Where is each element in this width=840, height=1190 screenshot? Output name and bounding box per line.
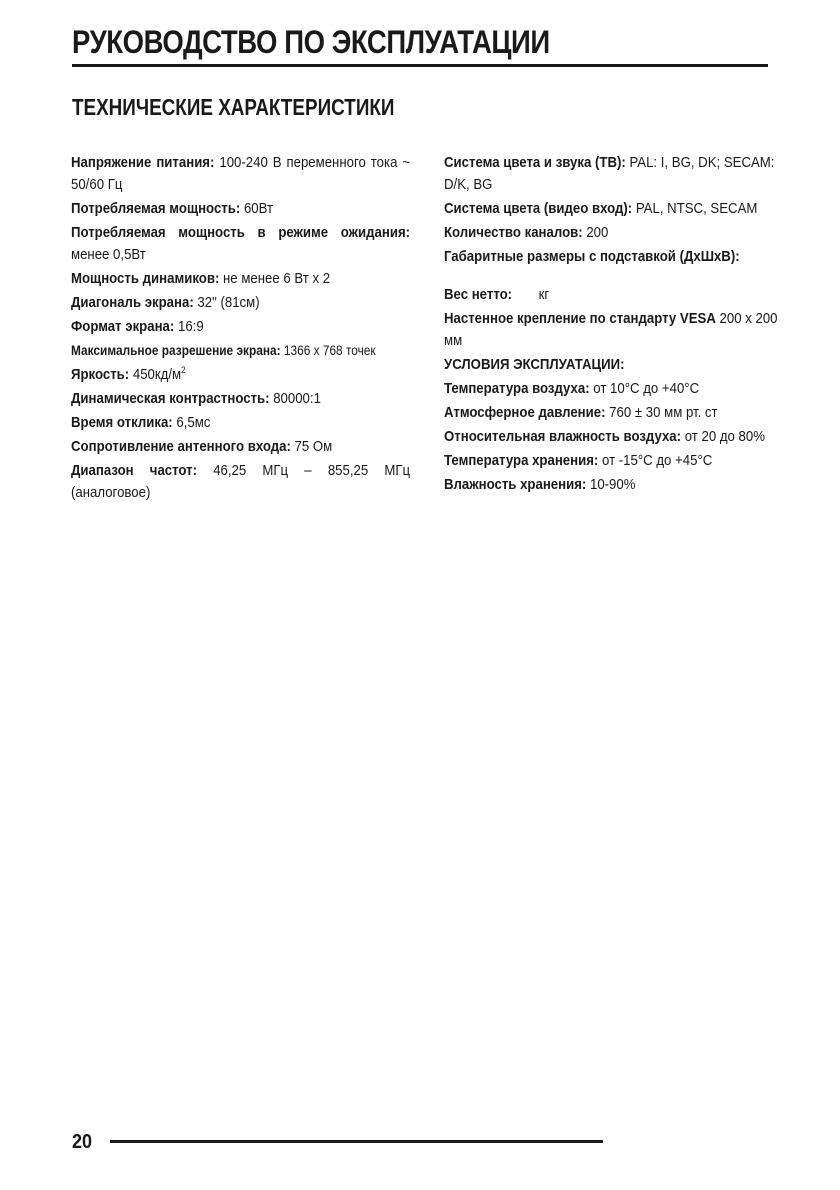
specs-left-column xyxy=(71,152,409,506)
spec-brightness xyxy=(71,364,410,386)
spec-value: кг xyxy=(538,286,550,303)
spec-label: Максимальное разрешение экрана: xyxy=(71,343,281,358)
spec-label: Напряжение питания: xyxy=(71,154,215,171)
operating-conditions-heading xyxy=(444,354,781,376)
spec-storage-temperature xyxy=(444,450,781,472)
spec-channel-count xyxy=(444,222,781,244)
spec-vesa-mount xyxy=(444,308,781,352)
spec-response-time xyxy=(71,412,410,434)
spec-storage-humidity xyxy=(444,474,781,496)
spec-value: 16:9 xyxy=(177,318,204,335)
spec-label: Температура воздуха: xyxy=(444,380,590,397)
spec-label: Относительная влажность воздуха: xyxy=(444,428,682,445)
spec-value: 10-90% xyxy=(589,476,636,493)
spec-value: 46,25 МГц – 855,25 МГц (аналоговое) xyxy=(71,462,411,501)
spec-label: Система цвета и звука (ТВ): xyxy=(444,154,626,171)
spec-tv-color-sound-system xyxy=(444,152,781,196)
spec-value: 6,5мс xyxy=(176,414,211,431)
spec-value: 1366 x 768 точек xyxy=(283,343,376,358)
spec-label: Диапазон частот: xyxy=(71,462,198,479)
spec-atmospheric-pressure xyxy=(444,402,781,424)
spec-value: от 20 до 80% xyxy=(684,428,765,445)
spec-label: Сопротивление антенного входа: xyxy=(71,438,291,455)
spec-value: PAL: I, BG, DK; SECAM: D/K, BG xyxy=(444,154,775,193)
spec-label: Мощность динамиков: xyxy=(71,270,220,287)
spec-label: Динамическая контрастность: xyxy=(71,390,270,407)
spec-value: 75 Ом xyxy=(294,438,333,455)
spec-value: PAL, NTSC, SECAM xyxy=(635,200,758,217)
spec-value: 760 ± 30 мм рт. ст xyxy=(609,404,718,421)
spec-value: 80000:1 xyxy=(273,390,321,407)
spec-value: 200 x 200 мм xyxy=(444,310,778,349)
spec-screen-diagonal xyxy=(71,292,410,314)
spec-label: Влажность хранения: xyxy=(444,476,587,493)
spec-value: 200 xyxy=(586,224,609,241)
spec-air-temperature xyxy=(444,378,781,400)
spec-power-supply xyxy=(71,152,410,196)
spec-dimensions-with-stand xyxy=(444,246,781,268)
spec-label: Атмосферное давление: xyxy=(444,404,606,421)
spacer xyxy=(444,270,780,284)
page-header-title: РУКОВОДСТВО ПО ЭКСПЛУАТАЦИИ xyxy=(72,24,550,60)
spec-speaker-power xyxy=(71,268,410,290)
spec-label: Диагональ экрана: xyxy=(71,294,194,311)
spec-label: Потребляемая мощность: xyxy=(71,200,241,217)
spec-label: Время отклика: xyxy=(71,414,173,431)
spec-value: 60Вт xyxy=(243,200,274,217)
spec-label: Система цвета (видео вход): xyxy=(444,200,633,217)
spec-value: менее 0,5Вт xyxy=(71,246,146,263)
spec-power-consumption xyxy=(71,198,410,220)
spec-value: от -15°C до +45°C xyxy=(602,452,713,469)
spec-antenna-impedance xyxy=(71,436,410,458)
section-title: ТЕХНИЧЕСКИЕ ХАРАКТЕРИСТИКИ xyxy=(72,94,395,120)
spec-value-superscript: 2 xyxy=(181,365,186,375)
spec-dynamic-contrast xyxy=(71,388,410,410)
spec-video-color-system xyxy=(444,198,781,220)
specs-right-column xyxy=(444,152,780,498)
spec-net-weight xyxy=(444,284,781,306)
spec-frequency-range xyxy=(71,460,410,504)
spec-value: 100-240 В переменного тока ~ 50/60 Гц xyxy=(71,154,411,193)
spec-aspect-ratio xyxy=(71,316,410,338)
spec-label: Потребляемая мощность в режиме ожидания: xyxy=(71,224,411,241)
spec-max-resolution xyxy=(71,340,410,362)
spec-label: Температура хранения: xyxy=(444,452,599,469)
page-number: 20 xyxy=(72,1131,93,1153)
spec-label: Формат экрана: xyxy=(71,318,175,335)
spec-value: не менее 6 Вт x 2 xyxy=(223,270,331,287)
spec-value: 450кд/м xyxy=(132,366,182,383)
spec-label: Яркость: xyxy=(71,366,130,383)
spec-standby-power xyxy=(71,222,410,266)
spec-value: 32" (81см) xyxy=(197,294,260,311)
spec-value: от 10°C до +40°C xyxy=(593,380,700,397)
spec-label: Настенное крепление по стандарту VESA xyxy=(444,310,716,327)
footer-divider xyxy=(110,1140,603,1143)
spec-label: Габаритные размеры с подставкой (ДхШхВ): xyxy=(444,248,740,265)
spec-label: Количество каналов: xyxy=(444,224,583,241)
header-divider xyxy=(72,64,768,67)
spec-label: Вес нетто: xyxy=(444,286,513,303)
spec-label: УСЛОВИЯ ЭКСПЛУАТАЦИИ: xyxy=(444,356,625,373)
spec-relative-humidity xyxy=(444,426,781,448)
